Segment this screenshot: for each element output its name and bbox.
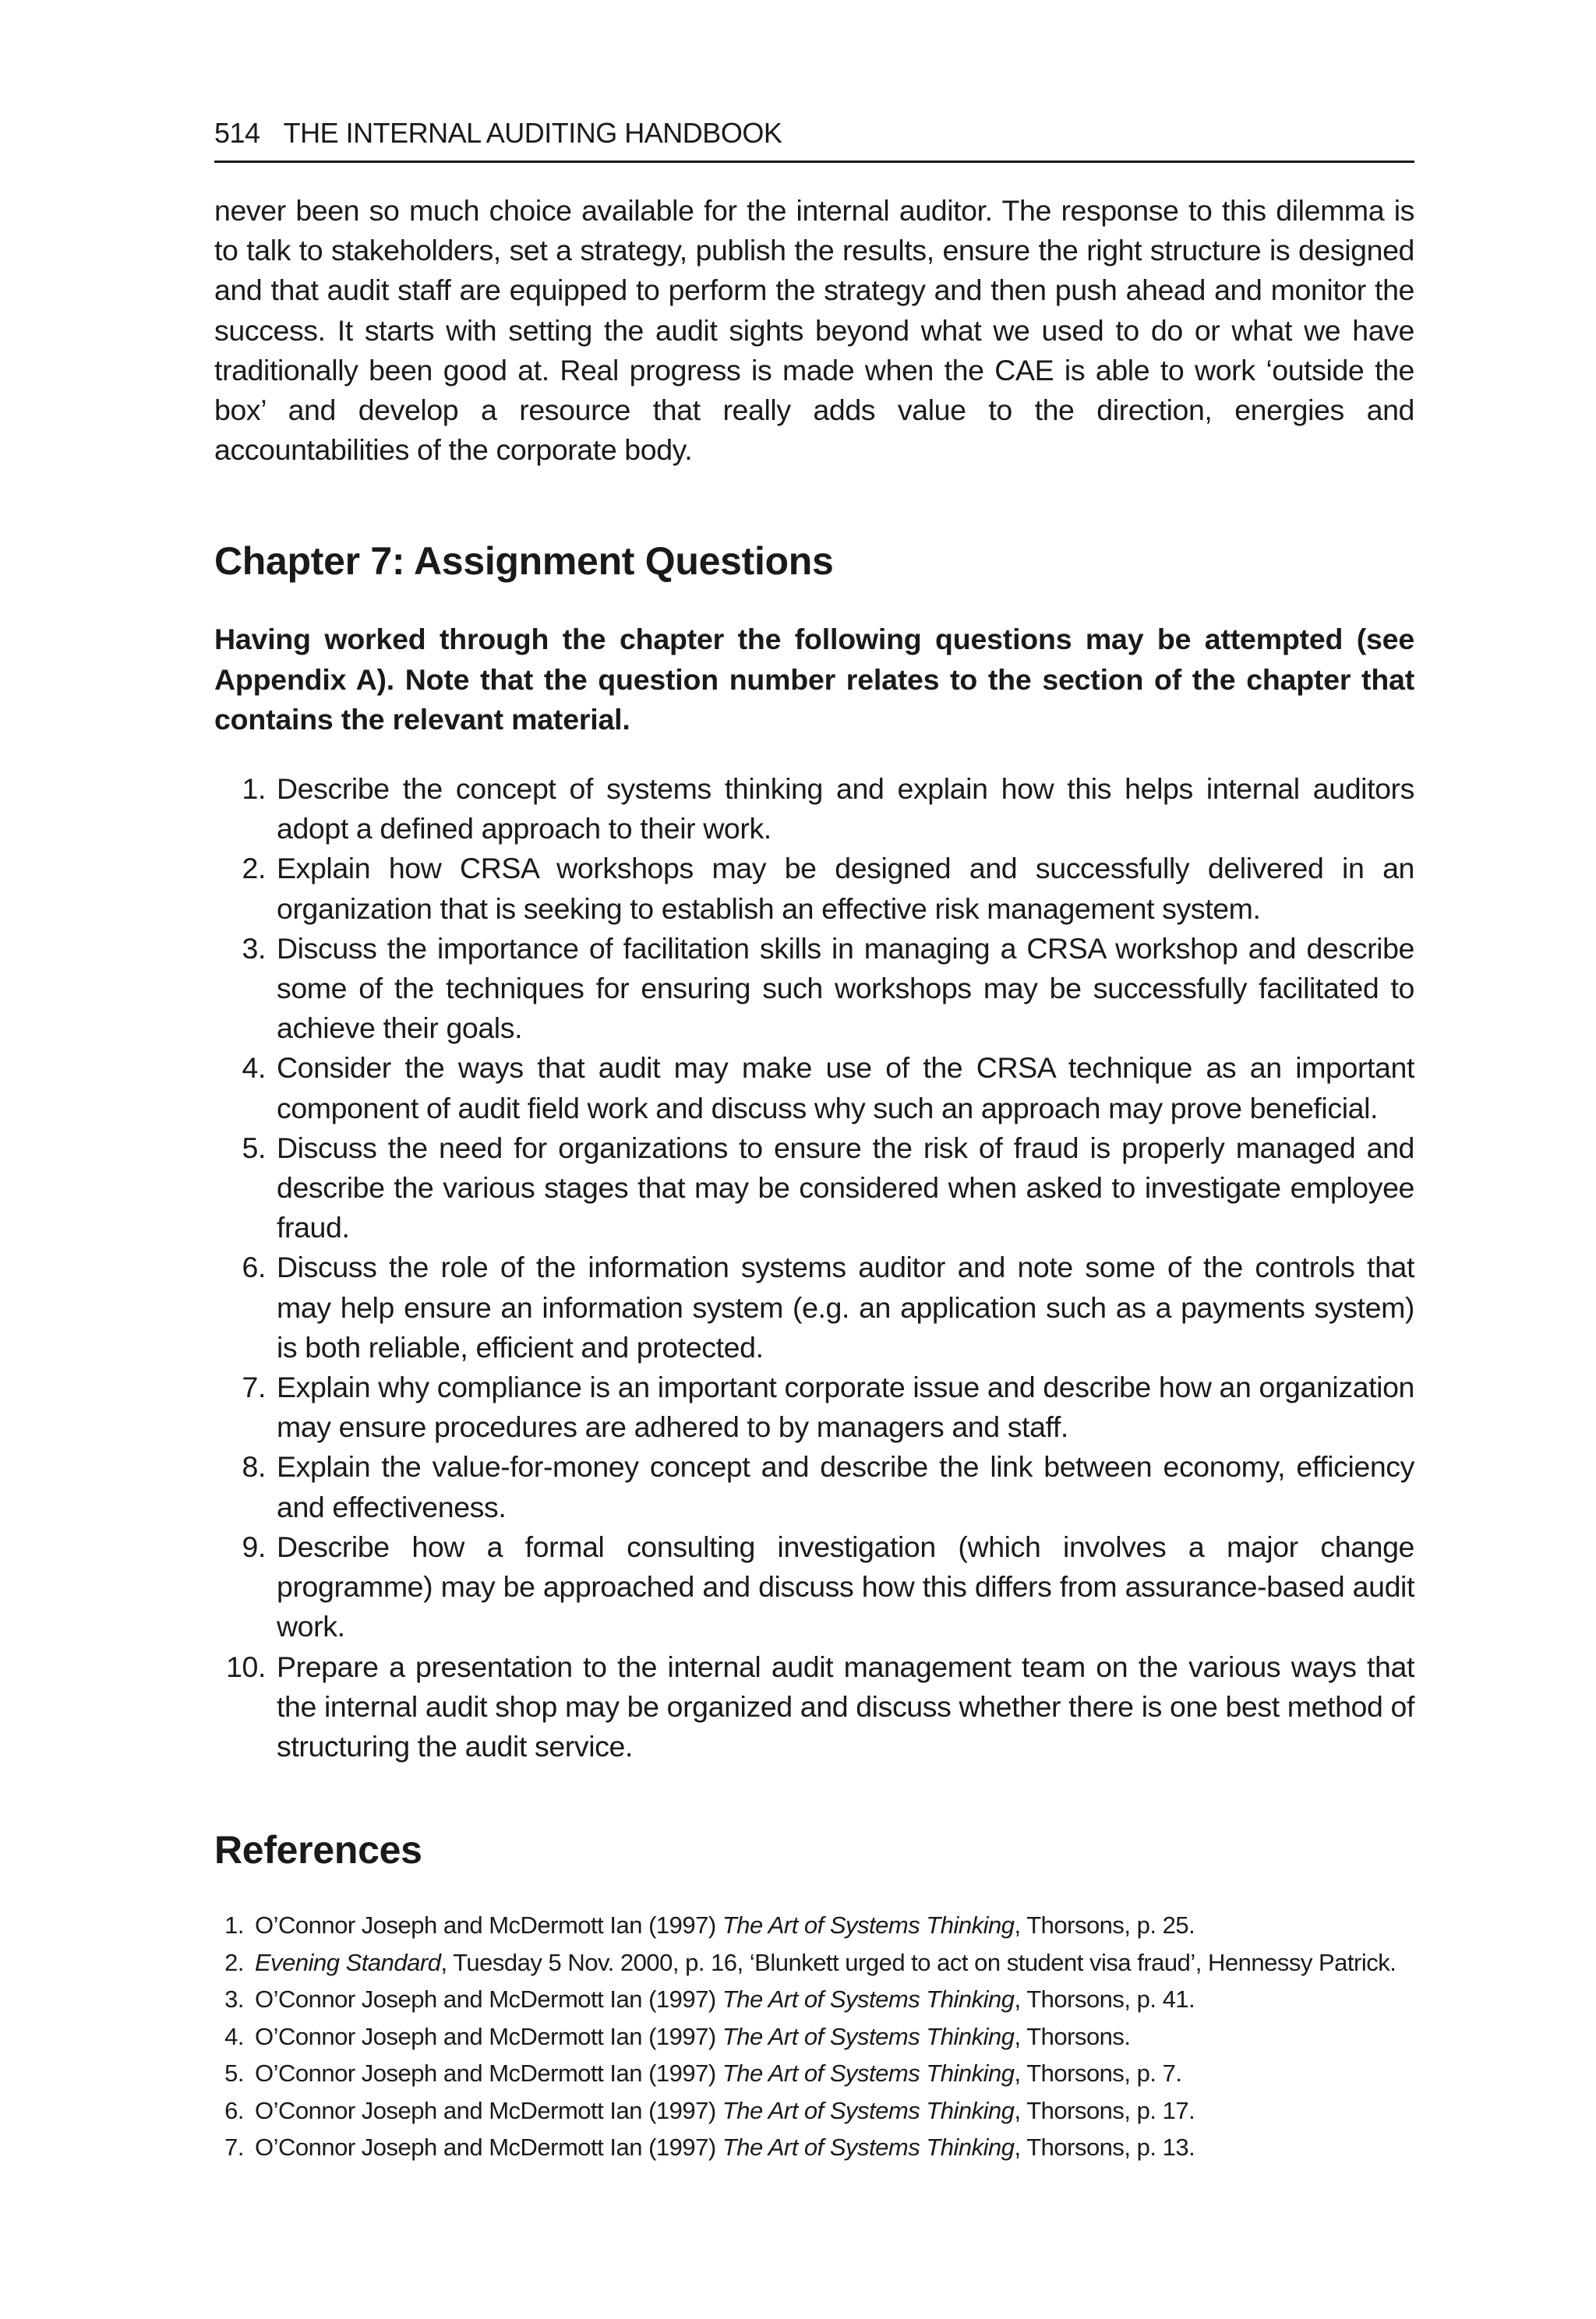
- reference-authors: O’Connor Joseph and McDermott Ian (1997): [255, 2060, 722, 2088]
- question-item: [214, 1368, 1414, 1447]
- assignment-instructions: Having worked through the chapter the following questions may be attempted (see Appendix A). Note that the question number relates to the section of the chapter that contains the relevant material.: [214, 623, 1414, 736]
- question-number: 4.: [242, 1051, 266, 1085]
- question-item: [214, 769, 1414, 849]
- reference-title: The Art of Systems Thinking: [722, 2134, 1015, 2162]
- reference-number: 6.: [224, 2096, 244, 2124]
- question-text: Explain why compliance is an important corporate issue and describe how an organization may ensure procedures are adhered to by managers and staff.: [277, 1371, 1414, 1444]
- question-item: [214, 1048, 1414, 1128]
- question-number: 2.: [242, 852, 266, 885]
- question-item: [214, 849, 1414, 928]
- question-number: 8.: [242, 1450, 266, 1484]
- reference-item: [214, 2055, 1414, 2092]
- question-item: [214, 1128, 1414, 1248]
- question-number: 9.: [242, 1530, 266, 1563]
- reference-text: [244, 1944, 1396, 1982]
- reference-list: [214, 1907, 1414, 2166]
- reference-publisher: , Thorsons.: [1014, 2022, 1131, 2050]
- reference-publisher: , Tuesday 5 Nov. 2000, p. 16, ‘Blunkett urged to act on student visa fraud’, Hennessy Patrick.: [440, 1948, 1396, 1976]
- reference-authors: O’Connor Joseph and McDermott Ian (1997): [255, 2096, 722, 2124]
- reference-authors: O’Connor Joseph and McDermott Ian (1997): [255, 1911, 722, 1940]
- question-text: Describe how a formal consulting investigation (which involves a major change programme) may be approached and discuss how this differs from assurance-based audit work.: [277, 1530, 1414, 1643]
- reference-authors: O’Connor Joseph and McDermott Ian (1997): [255, 2022, 722, 2050]
- question-number: 1.: [242, 772, 266, 806]
- reference-publisher: , Thorsons, p. 17.: [1014, 2096, 1195, 2124]
- reference-title: The Art of Systems Thinking: [722, 2060, 1015, 2088]
- reference-text: [244, 2129, 1195, 2166]
- question-text: Describe the concept of systems thinking and explain how this helps internal auditors adopt a defined approach to their work.: [277, 772, 1414, 845]
- question-item: [214, 929, 1414, 1049]
- question-number: 3.: [242, 931, 266, 965]
- question-text: Discuss the need for organizations to ensure the risk of fraud is properly managed and describe the various stages that may be considered when asked to investigate employee fraud.: [277, 1131, 1414, 1244]
- page: [214, 117, 1414, 2166]
- reference-item: [214, 1981, 1414, 2018]
- question-text: Discuss the role of the information systems auditor and note some of the controls that may help ensure an information system (e.g. an application such as a payments system) is both reliable, efficient and protected.: [277, 1251, 1414, 1364]
- reference-title: The Art of Systems Thinking: [722, 2022, 1015, 2050]
- question-list: [214, 769, 1414, 1767]
- reference-authors: O’Connor Joseph and McDermott Ian (1997): [255, 1985, 722, 2014]
- assignment-heading: Chapter 7: Assignment Questions: [214, 539, 834, 584]
- reference-number: 2.: [224, 1948, 244, 1976]
- question-number: 10.: [226, 1650, 266, 1683]
- question-item: [214, 1447, 1414, 1527]
- question-text: Explain how CRSA workshops may be designed and successfully delivered in an organization that is seeking to establish an effective risk management system.: [277, 852, 1414, 925]
- question-item: [214, 1647, 1414, 1767]
- reference-title: The Art of Systems Thinking: [722, 2096, 1015, 2124]
- question-item: [214, 1527, 1414, 1647]
- reference-item: [214, 1907, 1414, 1944]
- reference-number: 7.: [224, 2134, 244, 2162]
- reference-publisher: , Thorsons, p. 7.: [1014, 2060, 1182, 2088]
- reference-number: 5.: [224, 2060, 244, 2088]
- reference-number: 3.: [224, 1985, 244, 2014]
- reference-text: [244, 1907, 1195, 1944]
- references-heading: References: [214, 1828, 422, 1872]
- reference-title: The Art of Systems Thinking: [722, 1911, 1015, 1940]
- reference-text: [244, 2092, 1195, 2130]
- question-number: 6.: [242, 1251, 266, 1284]
- reference-item: [214, 1944, 1414, 1982]
- question-text: Prepare a presentation to the internal audit management team on the various ways that the internal audit shop may be organized and discuss whether there is one best method of structuring the audit service.: [277, 1650, 1414, 1763]
- question-number: 7.: [242, 1371, 266, 1404]
- question-text: Consider the ways that audit may make use of the CRSA technique as an important component of audit field work and discuss why such an approach may prove beneficial.: [277, 1051, 1414, 1124]
- reference-publisher: , Thorsons, p. 41.: [1014, 1985, 1195, 2014]
- reference-text: [244, 1981, 1195, 2018]
- question-text: Discuss the importance of facilitation skills in managing a CRSA workshop and describe some of the techniques for ensuring such workshops may be successfully facilitated to achieve their goals.: [277, 931, 1414, 1045]
- reference-text: [244, 2018, 1131, 2056]
- reference-title: Evening Standard: [255, 1948, 441, 1976]
- reference-item: [214, 2018, 1414, 2056]
- reference-title: The Art of Systems Thinking: [722, 1985, 1015, 2014]
- question-text: Explain the value-for-money concept and describe the link between economy, efficiency and effectiveness.: [277, 1450, 1414, 1523]
- reference-publisher: , Thorsons, p. 25.: [1014, 1911, 1195, 1940]
- question-number: 5.: [242, 1131, 266, 1164]
- reference-number: 4.: [224, 2022, 244, 2050]
- running-head: [214, 117, 1414, 163]
- reference-text: [244, 2055, 1181, 2092]
- reference-item: [214, 2129, 1414, 2166]
- reference-item: [214, 2092, 1414, 2130]
- question-item: [214, 1248, 1414, 1368]
- reference-number: 1.: [224, 1911, 244, 1940]
- running-title: THE INTERNAL AUDITING HANDBOOK: [283, 117, 782, 149]
- page-number: 514: [214, 117, 260, 149]
- reference-authors: O’Connor Joseph and McDermott Ian (1997): [255, 2134, 722, 2162]
- reference-publisher: , Thorsons, p. 13.: [1014, 2134, 1195, 2162]
- intro-paragraph: never been so much choice available for the internal auditor. The response to this dilemma is to talk to stakeholders, set a strategy, publish the results, ensure the right structure is designed and that audit staff are equipped to perform the strategy and then push ahead and monitor the success. It starts with setting the audit sights beyond what we used to do or what we have traditionally been good at. Real progress is made when the CAE is able to work ‘outside the box’ and develop a resource that really adds value to the direction, energies and accountabilities of the corporate body.: [214, 194, 1414, 467]
